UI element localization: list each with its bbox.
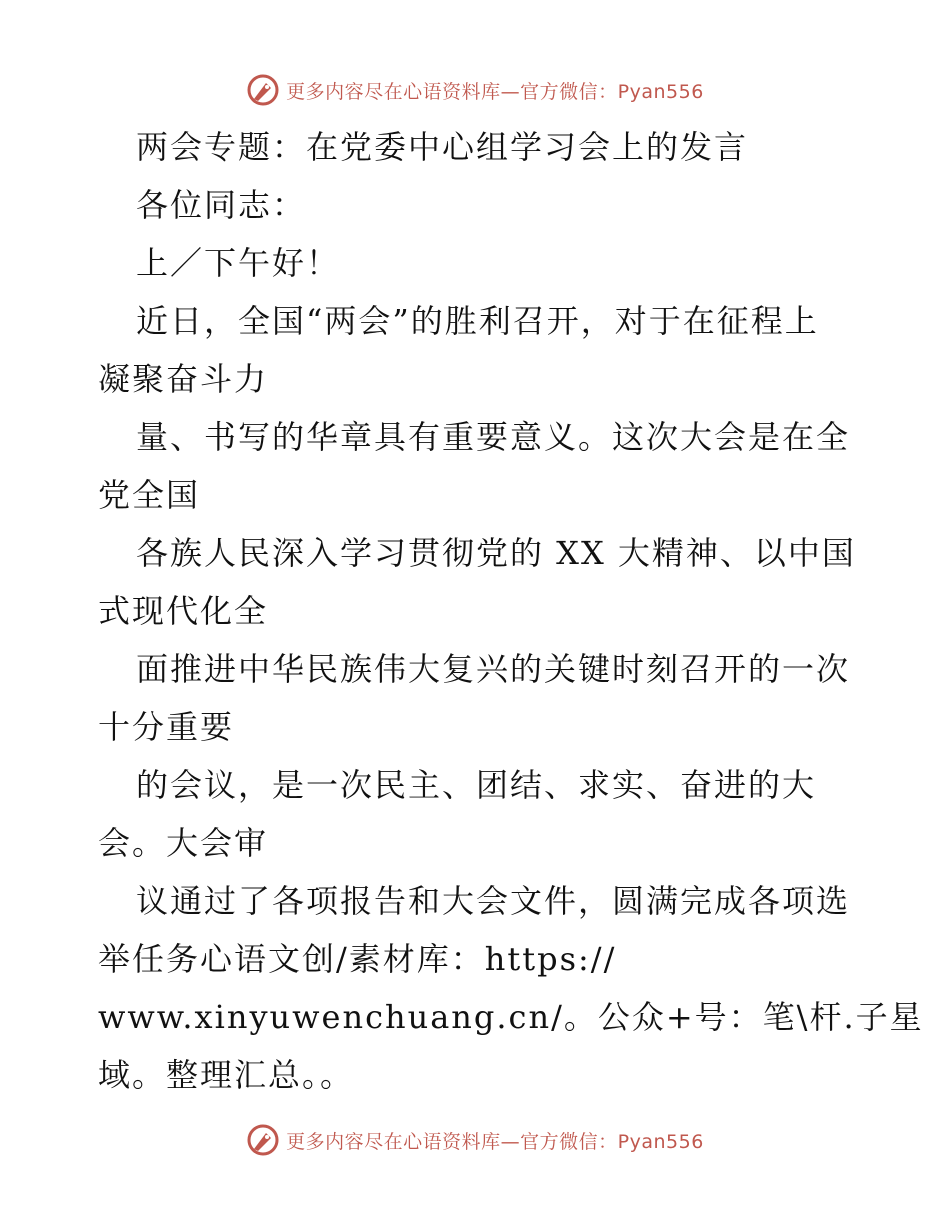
document-line: 面推进中华民族伟大复兴的关键时刻召开的一次 bbox=[136, 650, 851, 688]
header-banner bbox=[0, 70, 950, 110]
pen-nib-icon bbox=[246, 73, 280, 107]
document-line: 各族人民深入学习贯彻党的 XX 大精神、以中国 bbox=[136, 534, 856, 572]
document-line: 近日，全国“两会”的胜利召开，对于在征程上 bbox=[136, 302, 819, 340]
document-line: 议通过了各项报告和大会文件，圆满完成各项选 bbox=[136, 882, 851, 920]
document-line: www.xinyuwenchuang.cn/。公众+号：笔\杆.子星 bbox=[98, 998, 924, 1036]
document-line: 两会专题：在党委中心组学习会上的发言 bbox=[136, 128, 749, 166]
document-line: 凝聚奋斗力 bbox=[98, 360, 269, 398]
document-line: 十分重要 bbox=[98, 708, 235, 746]
footer-banner bbox=[0, 1120, 950, 1160]
document-line: 的会议，是一次民主、团结、求实、奋进的大 bbox=[136, 766, 817, 804]
banner-main-text: 更多内容尽在心语资料库—官方微信： bbox=[286, 80, 618, 103]
document-line: 域。整理汇总。。 bbox=[98, 1056, 355, 1094]
document-line: 式现代化全 bbox=[98, 592, 269, 630]
banner-wechat-id: Pyan556 bbox=[617, 80, 704, 103]
document-body bbox=[98, 118, 924, 1104]
banner-main-text: 更多内容尽在心语资料库—官方微信： bbox=[286, 1130, 618, 1153]
document-line: 举任务心语文创/素材库：https:// bbox=[98, 940, 617, 978]
banner-text bbox=[286, 77, 704, 104]
pen-nib-icon bbox=[246, 1123, 280, 1157]
banner-text bbox=[286, 1127, 704, 1154]
document-line: 会。大会审 bbox=[98, 824, 269, 862]
document-line: 党全国 bbox=[98, 476, 201, 514]
document-line: 量、书写的华章具有重要意义。这次大会是在全 bbox=[136, 418, 851, 456]
document-line: 上／下午好！ bbox=[136, 244, 341, 282]
banner-wechat-id: Pyan556 bbox=[617, 1130, 704, 1153]
document-line: 各位同志： bbox=[136, 186, 307, 224]
